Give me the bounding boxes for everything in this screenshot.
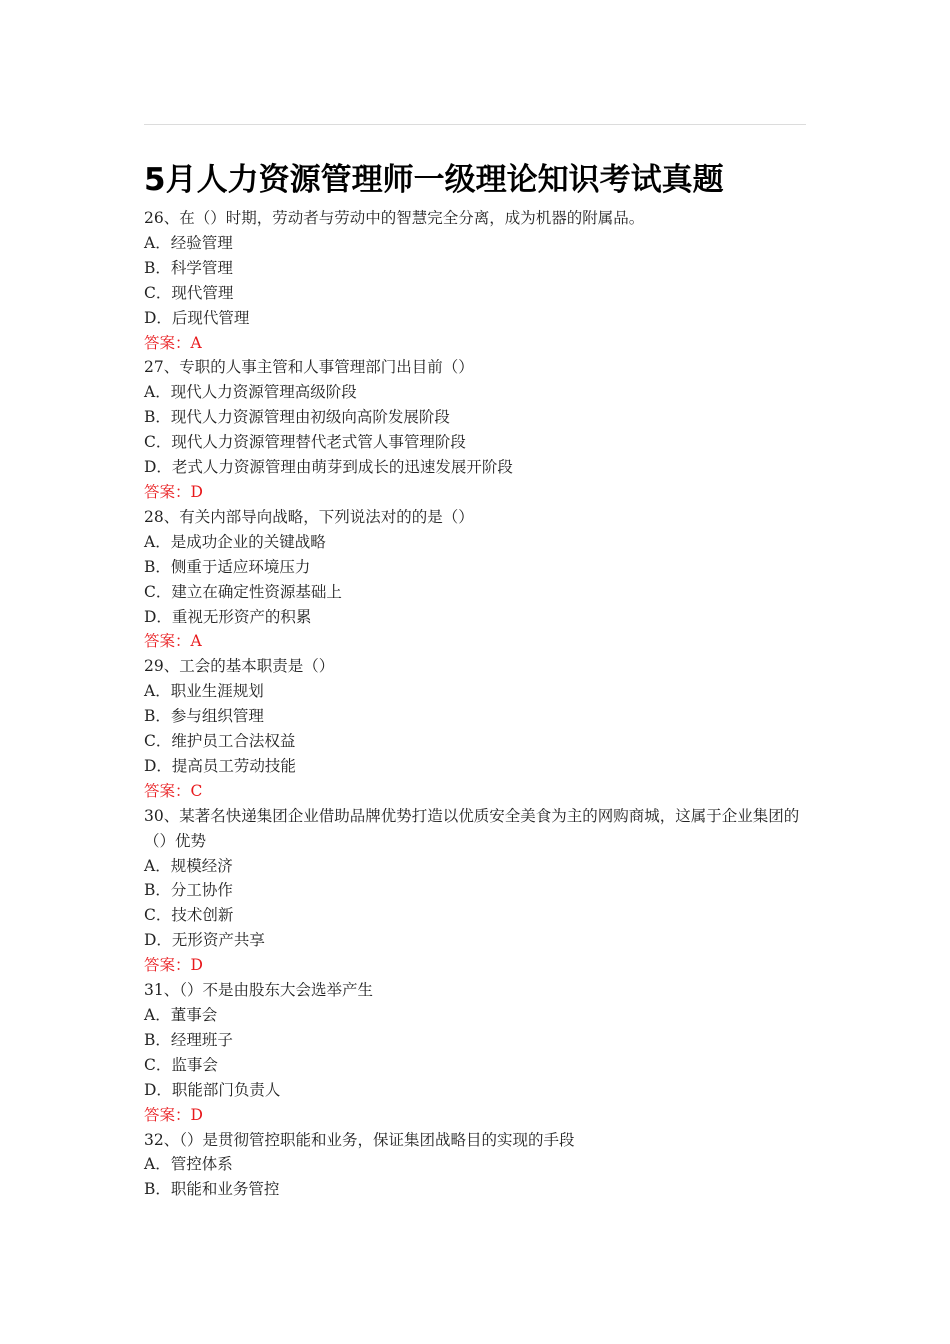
option-item: B．经理班子	[144, 1030, 233, 1049]
answer-prefix: 答案：	[144, 956, 191, 975]
question-block	[144, 1128, 808, 1203]
option-item: A．职业生涯规划	[144, 682, 264, 701]
answer-line	[144, 629, 808, 654]
answer-value: D	[190, 956, 203, 975]
option-item: D．重视无形资产的积累	[144, 607, 312, 626]
document-title: 5月人力资源管理师一级理论知识考试真题	[144, 162, 724, 198]
header-divider	[144, 124, 806, 125]
option-item: D．职能部门负责人	[144, 1080, 281, 1099]
option-item: A．董事会	[144, 1006, 218, 1024]
option-item: A．管控体系	[144, 1155, 233, 1174]
option-item: A．经验管理	[144, 233, 233, 252]
answer-prefix: 答案：	[144, 1105, 191, 1124]
question-block	[144, 355, 808, 504]
option-item: B．科学管理	[144, 258, 233, 277]
answer-prefix: 答案：	[144, 632, 191, 651]
option-item: B．现代人力资源管理由初级向高阶发展阶段	[144, 408, 450, 427]
question-block	[144, 978, 808, 1127]
option-item: D．无形资产共享	[144, 931, 265, 950]
question-stem: 26、在（）时期，劳动者与劳动中的智慧完全分离，成为机器的附属品。	[144, 209, 645, 227]
answer-value: A	[190, 632, 202, 651]
answer-prefix: 答案：	[144, 781, 191, 800]
question-stem: 31、（）不是由股东大会选举产生	[144, 981, 373, 1000]
option-item: A．是成功企业的关键战略	[144, 532, 326, 551]
question-list	[144, 206, 808, 1202]
option-item: C．现代人力资源管理替代老式管人事管理阶段	[144, 433, 466, 452]
answer-prefix: 答案：	[144, 482, 191, 501]
option-item: B．侧重于适应环境压力	[144, 557, 311, 576]
question-stem: 32、（）是贯彻管控职能和业务，保证集团战略目的实现的手段	[144, 1130, 575, 1149]
question-block	[144, 654, 808, 803]
question-stem: 30、某著名快递集团企业借助品牌优势打造以优质安全美食为主的网购商城，这属于企业集团的（）优势	[144, 806, 800, 850]
option-item: C．维护员工合法权益	[144, 732, 296, 751]
answer-value: C	[190, 781, 203, 800]
question-block	[144, 804, 808, 978]
option-item: A．规模经济	[144, 856, 233, 875]
answer-value: D	[190, 1105, 203, 1124]
option-item: C．建立在确定性资源基础上	[144, 582, 342, 601]
answer-value: D	[190, 482, 203, 501]
option-item: B．分工协作	[144, 881, 233, 900]
option-item: C．监事会	[144, 1055, 218, 1074]
question-stem: 29、工会的基本职责是（）	[144, 657, 335, 676]
option-item: C．现代管理	[144, 283, 234, 302]
question-block	[144, 505, 808, 654]
question-block	[144, 206, 808, 355]
answer-prefix: 答案：	[144, 333, 191, 352]
answer-line	[144, 953, 808, 978]
option-item: C．技术创新	[144, 906, 234, 925]
option-item: D．老式人力资源管理由萌芽到成长的迅速发展开阶段	[144, 458, 513, 477]
answer-line	[144, 779, 808, 804]
answer-value: A	[190, 333, 202, 352]
question-stem: 27、专职的人事主管和人事管理部门出目前（）	[144, 358, 474, 377]
option-item: D．提高员工劳动技能	[144, 756, 296, 775]
answer-line	[144, 1103, 808, 1128]
option-item: B．职能和业务管控	[144, 1180, 280, 1199]
option-item: B．参与组织管理	[144, 707, 264, 726]
option-item: A．现代人力资源管理高级阶段	[144, 383, 357, 402]
option-item: D．后现代管理	[144, 308, 250, 327]
answer-line	[144, 480, 808, 505]
answer-line	[144, 331, 808, 356]
question-stem: 28、有关内部导向战略，下列说法对的的是（）	[144, 507, 474, 526]
